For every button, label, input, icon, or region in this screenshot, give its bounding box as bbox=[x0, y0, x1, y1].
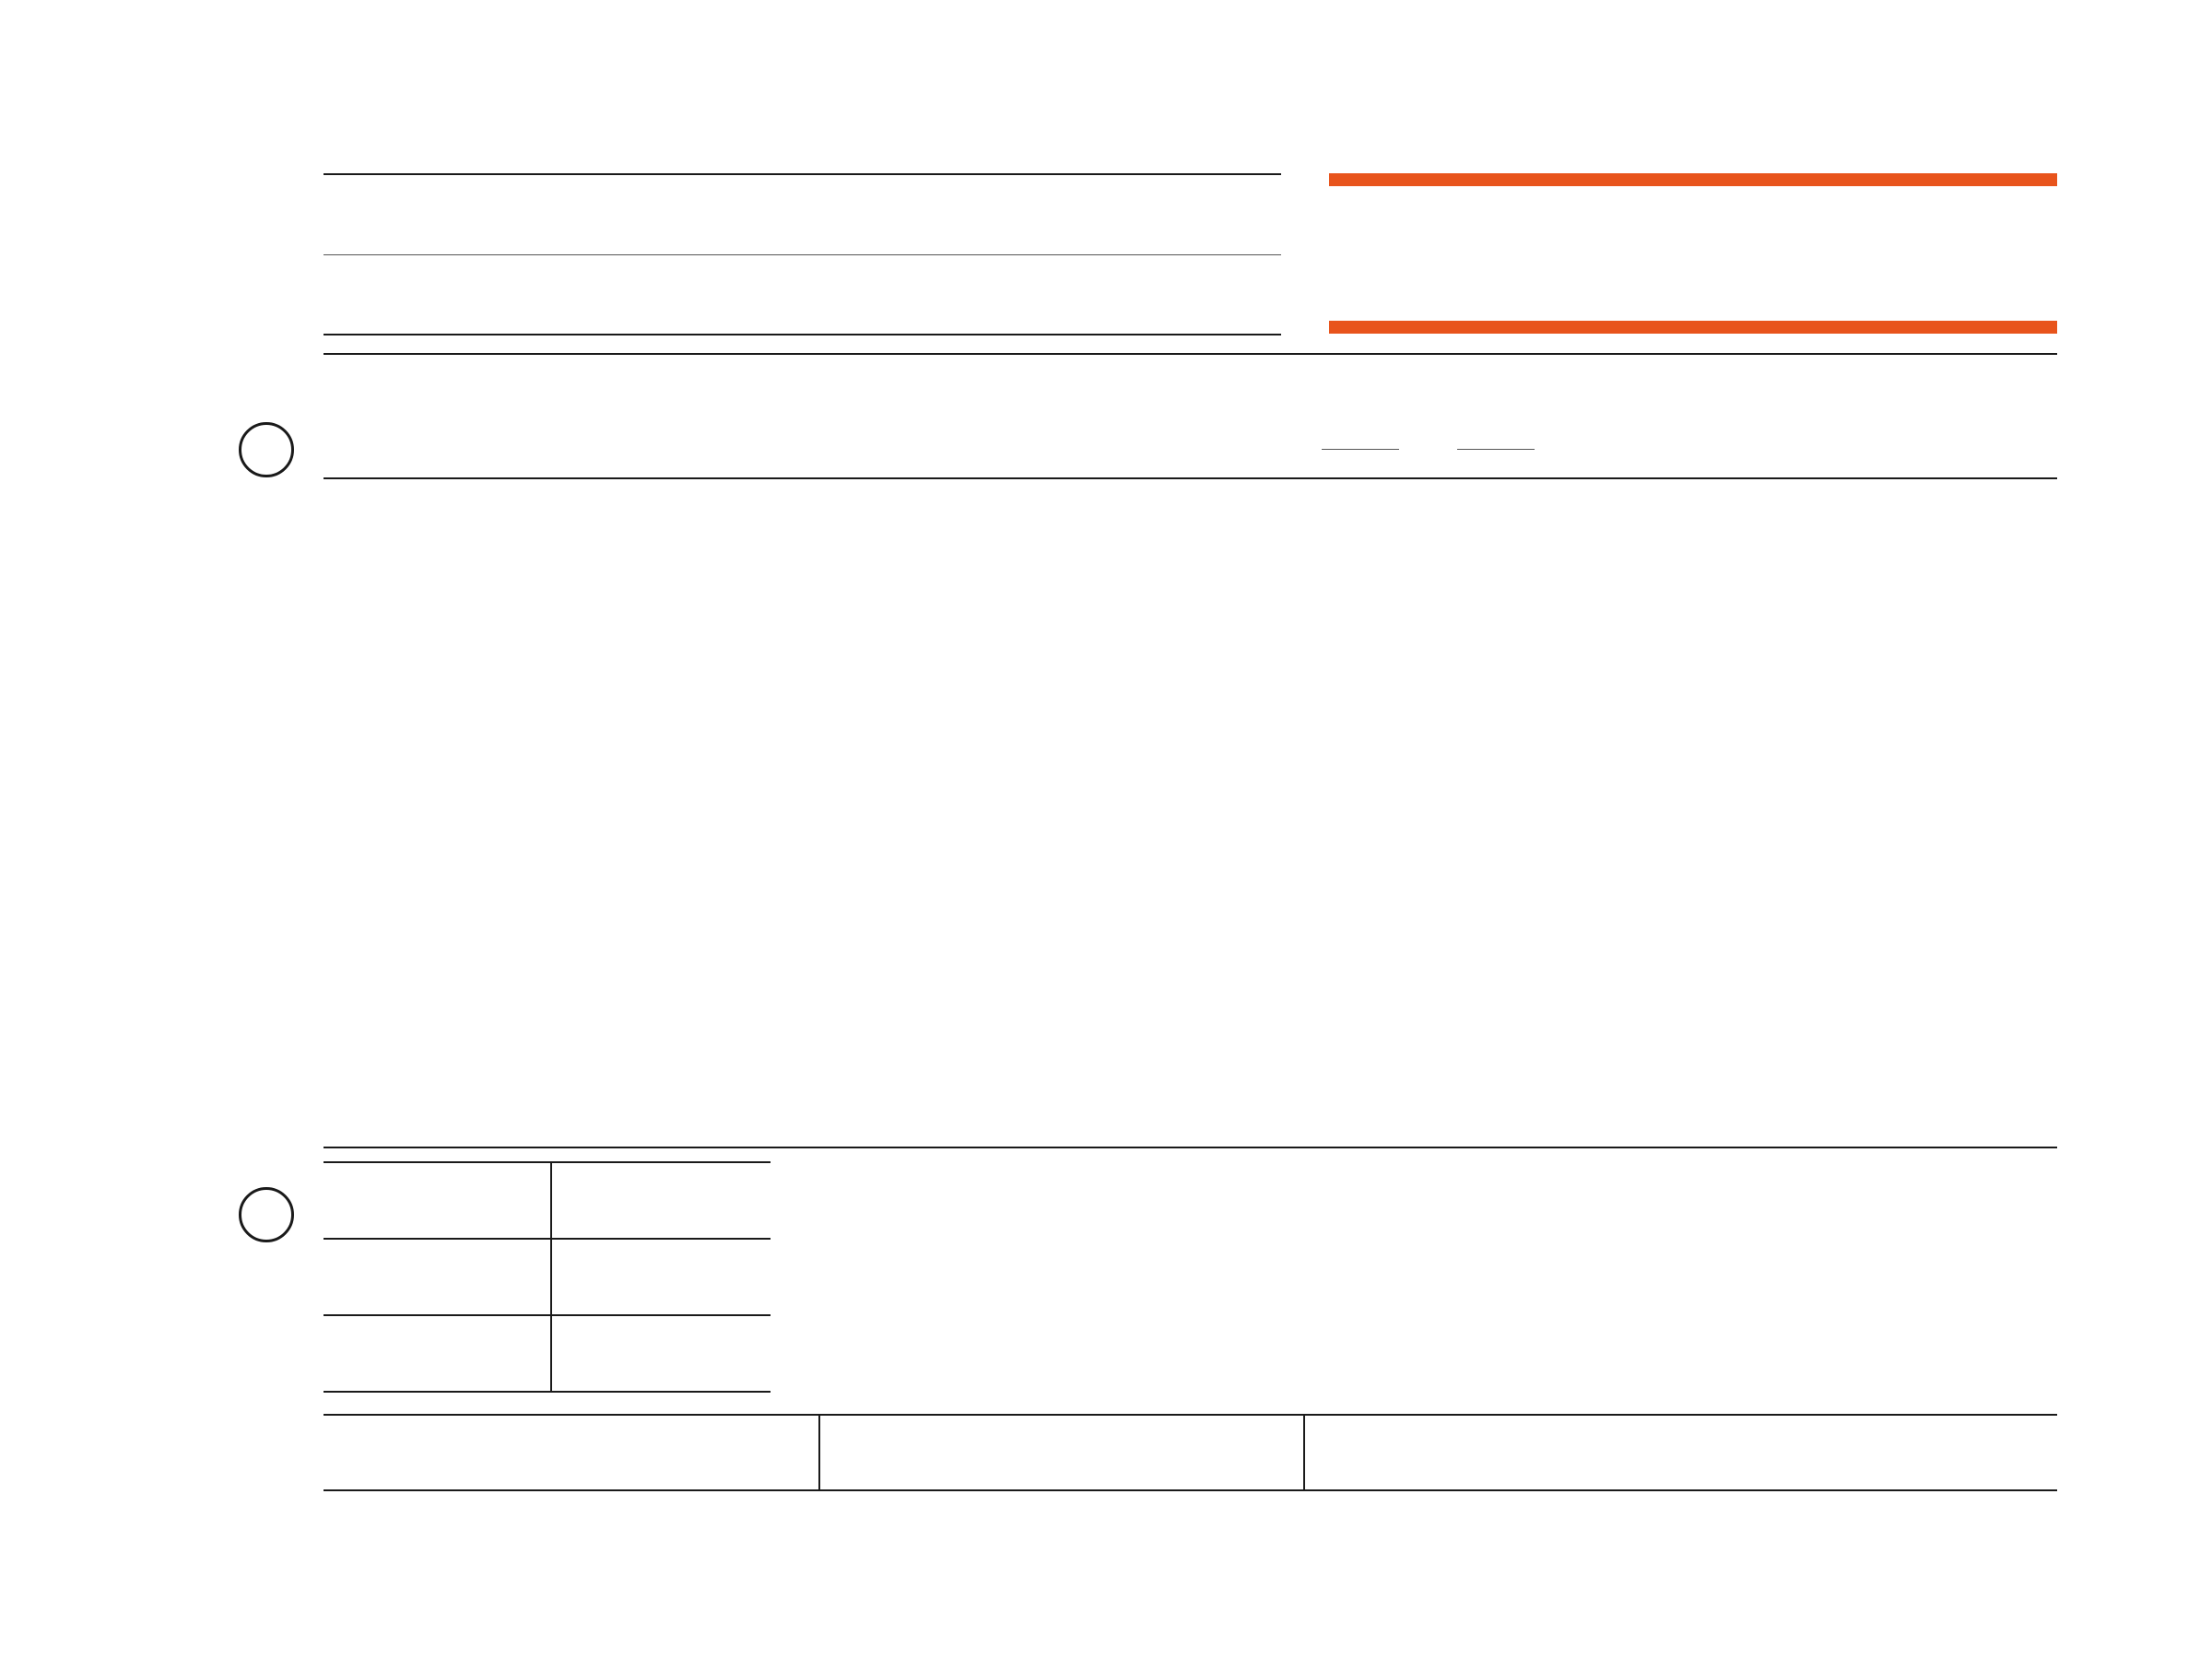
punch-hole-bottom bbox=[239, 1187, 294, 1242]
title-bar-bottom bbox=[1329, 321, 2057, 334]
footer-bottom-line bbox=[324, 1489, 2057, 1491]
advance-field[interactable] bbox=[554, 1241, 769, 1312]
grand-total-field[interactable] bbox=[554, 1165, 769, 1236]
name-field[interactable] bbox=[324, 205, 1281, 253]
travel-sub-underline bbox=[1457, 449, 1535, 450]
table-bottom-line bbox=[324, 1147, 2057, 1148]
name-line bbox=[324, 173, 1281, 175]
header-bottom-line bbox=[324, 334, 1281, 335]
title-bar-top bbox=[1329, 173, 2057, 186]
table-header-bottom-line bbox=[324, 477, 2057, 479]
footer-booking-field[interactable] bbox=[1307, 1443, 2055, 1488]
footer-created-field[interactable] bbox=[324, 1443, 817, 1488]
footer-divider-2 bbox=[1303, 1414, 1305, 1491]
date-line bbox=[324, 254, 1281, 255]
payout-field[interactable] bbox=[554, 1318, 769, 1389]
receipt-no-field[interactable] bbox=[1447, 284, 1945, 317]
totals-box-line-3 bbox=[324, 1314, 771, 1316]
lodging-sub-underline bbox=[1322, 449, 1399, 450]
totals-box-line-2 bbox=[324, 1238, 771, 1240]
punch-hole-top bbox=[239, 422, 294, 477]
totals-box-divider bbox=[550, 1161, 552, 1393]
totals-box-top bbox=[324, 1161, 771, 1163]
footer-approved-field[interactable] bbox=[822, 1443, 1301, 1488]
footer-top-line bbox=[324, 1414, 2057, 1416]
footer-divider-1 bbox=[818, 1414, 820, 1491]
table-top-line bbox=[324, 353, 2057, 355]
totals-box-bottom bbox=[324, 1391, 771, 1393]
date-range-field[interactable] bbox=[324, 286, 1281, 332]
